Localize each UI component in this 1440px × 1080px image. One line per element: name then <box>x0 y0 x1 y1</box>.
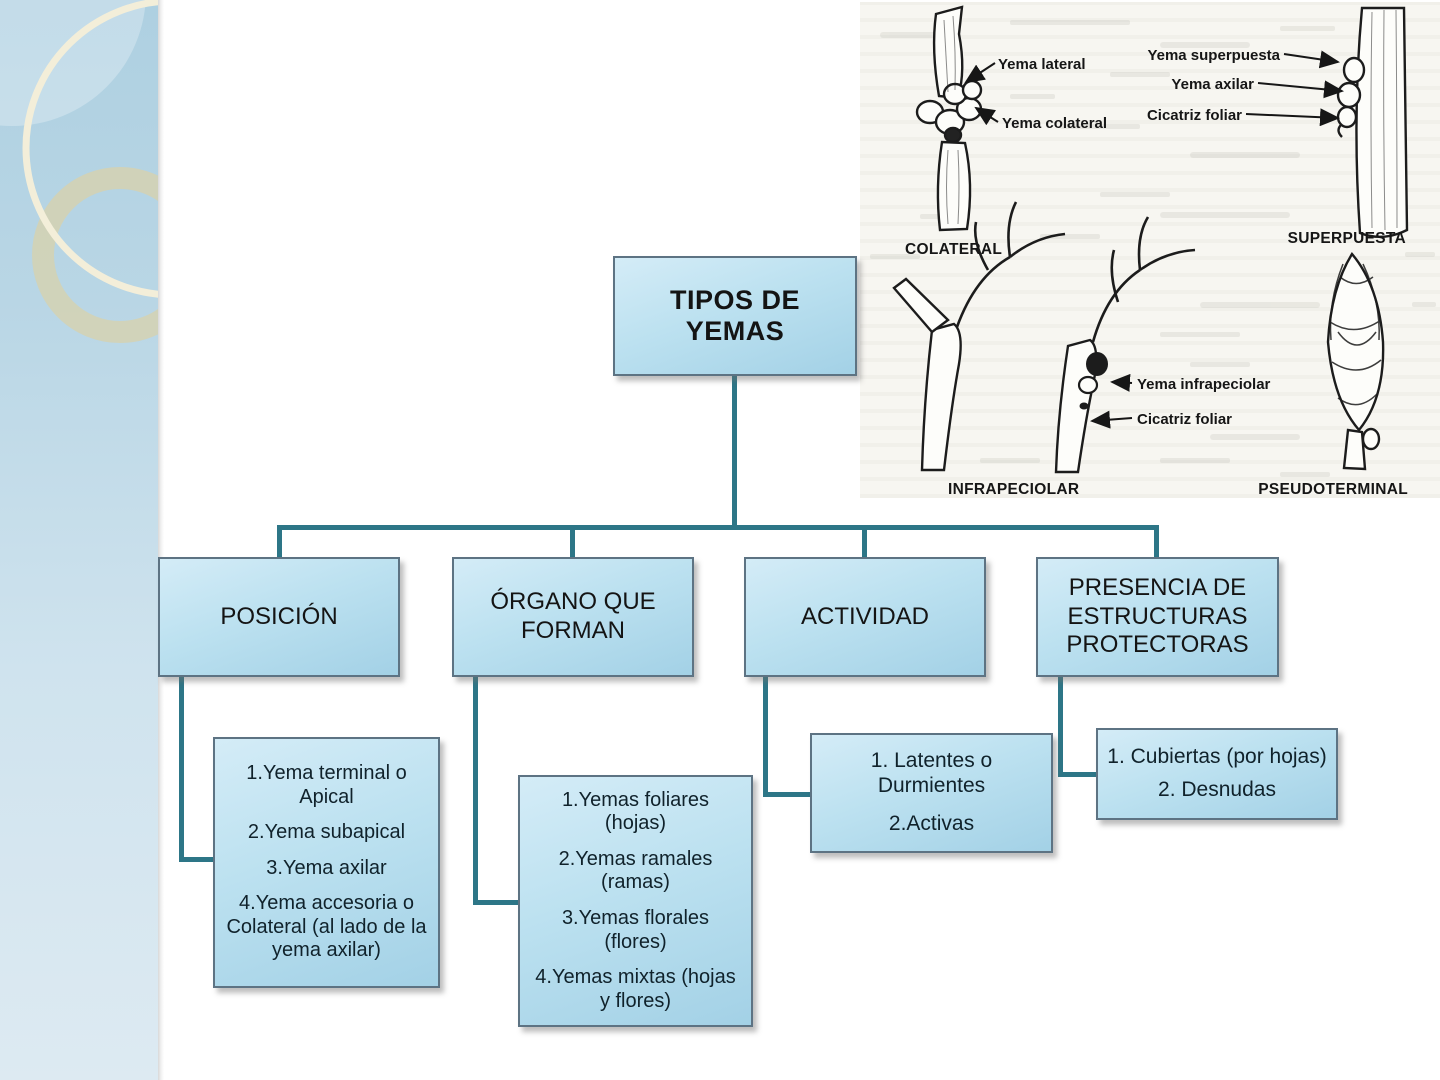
label-yema-infrapeciolar: Yema infrapeciolar <box>1137 376 1271 393</box>
connector-drop-organo <box>570 525 575 558</box>
list-item: 4.Yemas mixtas (hojas y flores) <box>535 966 736 1012</box>
beige-ring-shape <box>43 178 158 332</box>
category-label: POSICIÓN <box>220 602 338 630</box>
category-node-presencia-estructuras <box>1036 557 1279 677</box>
elbow-organo-horizontal <box>473 900 518 905</box>
caption-infrapeciolar: INFRAPECIOLAR <box>948 481 1080 498</box>
leaf-node-organo-list <box>518 775 753 1027</box>
elbow-presencia-horizontal <box>1058 772 1096 777</box>
root-node-tipos-de-yemas <box>613 256 857 376</box>
caption-pseudoterminal: PSEUDOTERMINAL <box>1258 481 1408 498</box>
list-item: 1.Yemas foliares (hojas) <box>561 788 710 835</box>
label-yema-superpuesta: Yema superpuesta <box>1147 47 1280 64</box>
category-label: ACTIVIDAD <box>800 602 929 630</box>
leaf-node-actividad-list <box>810 733 1053 853</box>
sidebar-circles-graphic <box>0 0 158 1080</box>
caption-superpuesta: SUPERPUESTA <box>1287 230 1406 247</box>
quarter-disc-shape <box>0 0 146 126</box>
connector-drop-posicion <box>277 525 282 558</box>
category-node-organo-que-forman <box>452 557 694 677</box>
connector-horizontal-bar <box>277 525 1159 530</box>
list-item: 1. Cubiertas (por hojas) <box>1107 745 1327 769</box>
label-cicatriz-foliar-bottom: Cicatriz foliar <box>1137 411 1233 428</box>
list-item: 4.Yema accesoria o Colateral (al lado de la yema axilar) <box>226 892 427 962</box>
bud-types-scan-figure <box>860 2 1440 498</box>
elbow-posicion-vertical <box>179 675 184 862</box>
list-item: 2. Desnudas <box>1158 778 1276 801</box>
list-item: 3.Yema axilar <box>266 856 387 879</box>
label-yema-colateral: Yema colateral <box>1002 115 1108 132</box>
label-yema-lateral: Yema lateral <box>998 56 1086 73</box>
connector-root-stem <box>732 376 737 527</box>
list-item: 2.Yema subapical <box>247 821 406 844</box>
connector-drop-presencia <box>1154 525 1159 558</box>
list-item: 3.Yemas florales (flores) <box>561 907 710 953</box>
leaf-node-posicion-list <box>213 737 440 988</box>
sidebar-edge-divider <box>158 0 164 1080</box>
list-item: 1.Yema terminal o Apical <box>246 761 407 808</box>
infrapeciolar-fine-branches <box>957 202 1195 342</box>
elbow-organo-vertical <box>473 675 478 905</box>
elbow-actividad-horizontal <box>763 792 810 797</box>
list-item: 2.Yemas ramales (ramas) <box>558 847 713 894</box>
category-label: PRESENCIA DE ESTRUCTURAS PROTECTORAS <box>1066 573 1249 659</box>
colateral-twig-drawing <box>917 7 981 230</box>
elbow-presencia-vertical <box>1058 675 1063 777</box>
leaf-node-presencia-list <box>1096 728 1338 820</box>
elbow-actividad-vertical <box>763 675 768 797</box>
elbow-posicion-horizontal <box>179 857 213 862</box>
caption-colateral: COLATERAL <box>905 241 1003 258</box>
infrapeciolar-twig-drawing <box>894 279 1096 472</box>
category-node-actividad <box>744 557 986 677</box>
category-node-posicion <box>158 557 400 677</box>
list-item: 2.Activas <box>888 812 975 836</box>
root-node-label: TIPOS DE YEMAS <box>669 284 801 346</box>
label-yema-axilar: Yema axilar <box>1171 76 1254 93</box>
list-item: 1. Latentes o Durmientes <box>870 748 993 797</box>
label-cicatriz-foliar-top: Cicatriz foliar <box>1146 107 1242 124</box>
decorative-sidebar <box>0 0 158 1080</box>
category-label: ÓRGANO QUE FORMAN <box>490 588 656 644</box>
connector-drop-actividad <box>862 525 867 558</box>
